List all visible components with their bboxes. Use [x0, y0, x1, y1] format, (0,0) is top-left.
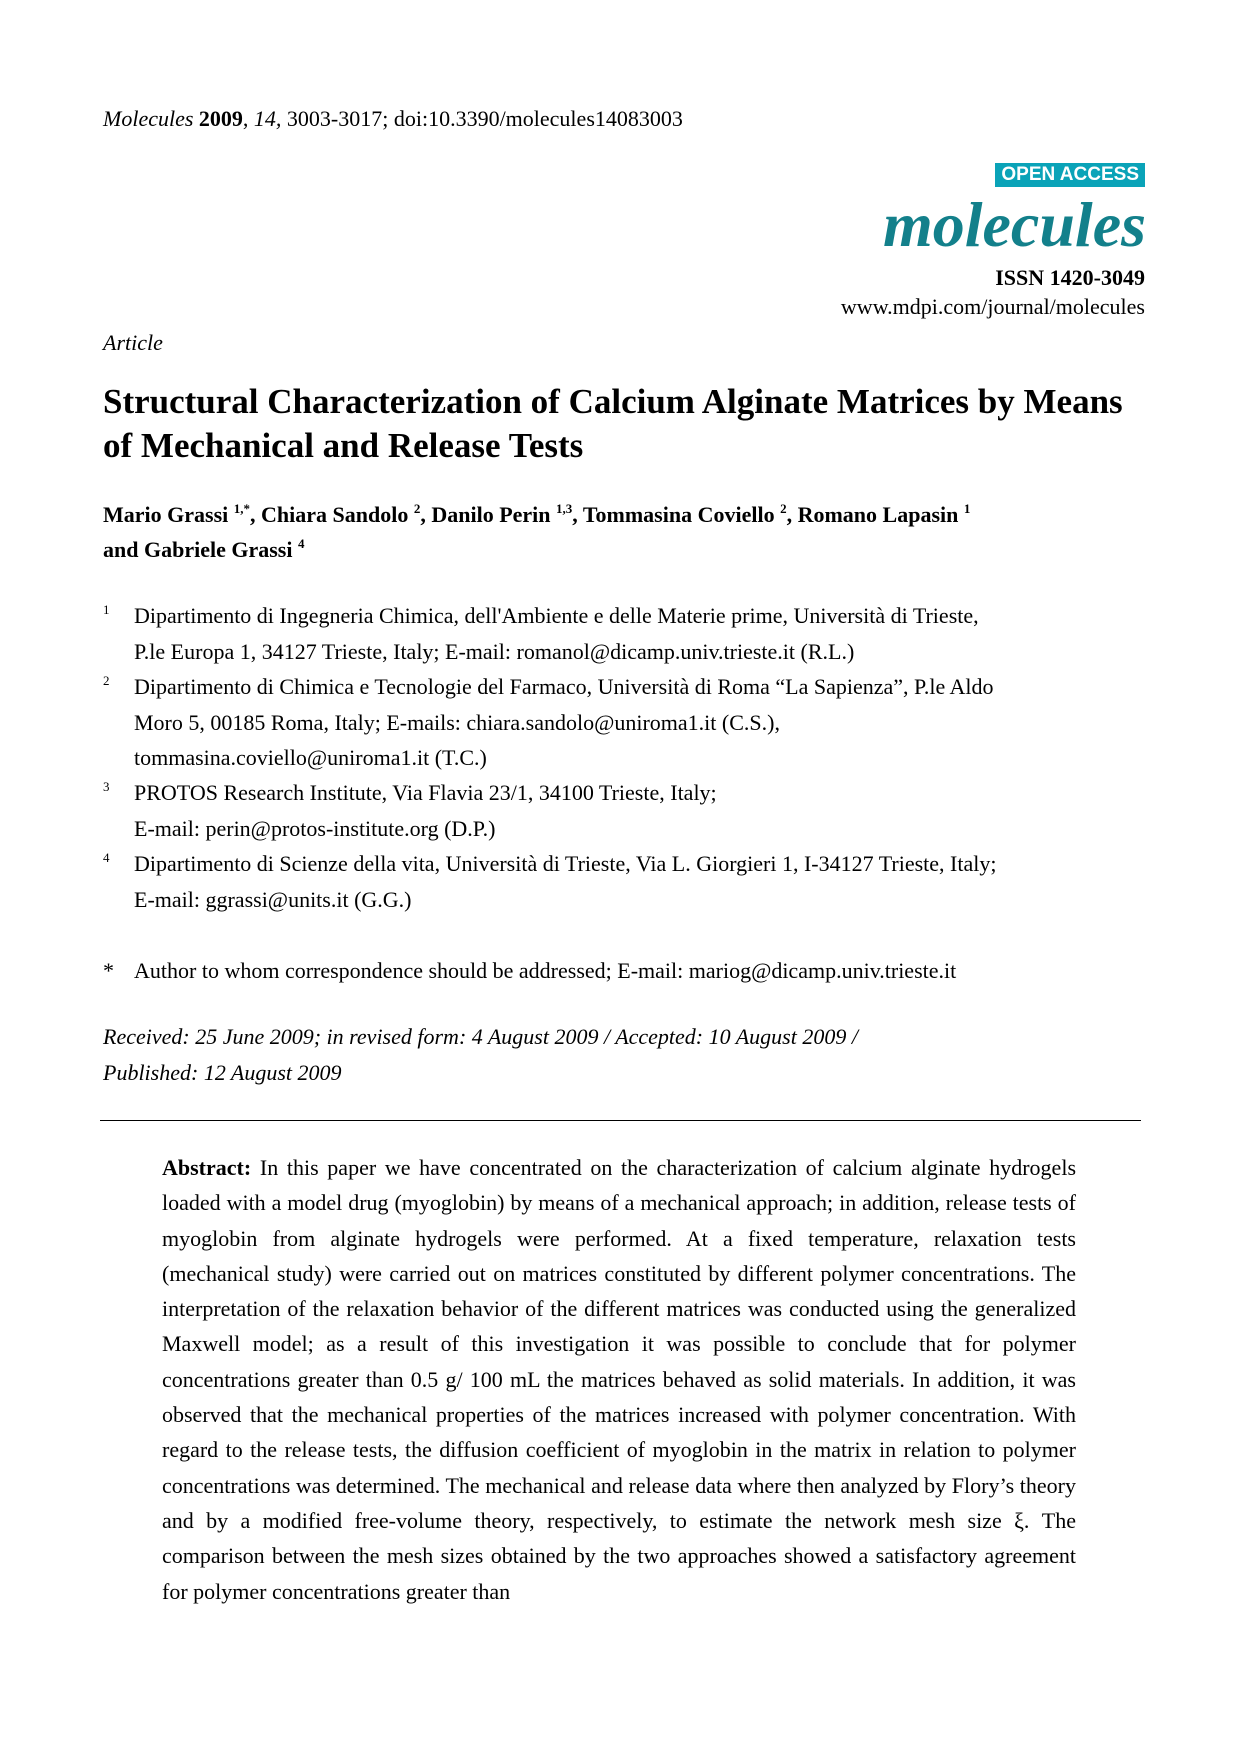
author-name: Romano Lapasin: [797, 502, 959, 527]
author-name: Danilo Perin: [431, 502, 551, 527]
author-list: Mario Grassi $^{1,*}$, Chiara Sandolo $^2$, Danilo Perin $^{1,3}$, Tommasina Coviello $^2$, Romano Lapasin $^1$ and Gabriele Grassi $^4$: [103, 501, 971, 562]
correspondence-text: Author to whom correspondence should be addressed; E-mail: mariog@dicamp.univ.trieste.it: [134, 958, 957, 983]
author-name: Chiara Sandolo: [261, 502, 409, 527]
issn: ISSN 1420-3049: [995, 265, 1145, 290]
dates-line: Published: 12 August 2009: [103, 1059, 342, 1085]
journal-logo: molecules: [882, 189, 1146, 260]
journal-url[interactable]: www.mdpi.com/journal/molecules: [840, 294, 1145, 319]
affiliation-line: Dipartimento di Chimica e Tecnologie del Farmaco, Università di Roma “La Sapienza”, P.le Aldo: [134, 674, 994, 699]
affiliation-4: [103, 846, 1143, 917]
abstract-text: In this paper we have concentrated on the characterization of calcium alginate hydrogels loaded with a model drug (myoglobin) by means of a mechanical approach; in addition, release tests of myoglobin from alginate hydrogels were performed. At a fixed temperature, relaxation tests (mechanical study) were carried out on matrices constituted by different polymer concentrations. The interpretation of the relaxation behavior of the different matrices was conducted using the generalized Maxwell model; as a result of this investigation it was possible to conclude that for polymer concentrations greater than 0.5 g/ 100 mL the matrices behaved as solid materials. In addition, it was observed that the mechanical properties of the matrices increased with polymer concentration. With regard to the release tests, the diffusion coefficient of myoglobin in the matrix in relation to polymer concentrations was determined. The mechanical and release data where then analyzed by Flory’s theory and by a modified free-volume theory, respectively, to estimate the network mesh size ξ. The comparison between the mesh sizes obtained by the two approaches showed a satisfactory agreement for polymer concentrations greater than: [162, 1155, 1077, 1604]
abstract: [162, 1150, 1076, 1609]
affiliation-line: E-mail: perin@protos-institute.org (D.P.): [134, 815, 496, 841]
citation-journal: Molecules: [103, 106, 194, 131]
author-name: Tommasina Coviello: [582, 502, 775, 527]
affiliation-number: 1: [103, 602, 110, 617]
open-access-badge: OPEN ACCESS: [995, 163, 1145, 187]
author-affiliation: 2: [780, 501, 787, 516]
affiliation-3: [103, 775, 1143, 846]
citation-year: 2009: [198, 106, 243, 131]
affiliation-1: [103, 598, 1143, 669]
publication-dates: [103, 1019, 1143, 1090]
citation-line: Molecules 2009, 14, 3003-3017; doi:10.3390/molecules14083003: [103, 106, 683, 131]
author-name: Mario Grassi: [103, 502, 229, 527]
citation-volume: 14,: [253, 106, 282, 131]
author-affiliation: 1,3: [556, 501, 573, 516]
citation-pages-doi: 3003-3017; doi:10.3390/molecules14083003: [286, 106, 683, 131]
affiliation-line: E-mail: ggrassi@units.it (G.G.): [134, 886, 412, 912]
correspondence-note: [103, 957, 1143, 985]
dates-line: Received: 25 June 2009; in revised form: 4 August 2009 / Accepted: 10 August 2009 /: [103, 1024, 858, 1049]
affiliation-line: Moro 5, 00185 Roma, Italy; E-mails: chiara.sandolo@uniroma1.it (C.S.),: [134, 709, 780, 735]
affiliation-number: 2: [103, 673, 110, 688]
paper-title: Structural Characterization of Calcium Alginate Matrices by Means of Mechanical and Release Tests: [103, 382, 1123, 465]
author-affiliation: 1: [963, 501, 971, 516]
article-type: Article: [103, 330, 163, 355]
affiliation-line: Dipartimento di Scienze della vita, Università di Trieste, Via L. Giorgieri 1, I-34127 Trieste, Italy;: [134, 851, 997, 876]
author-affiliation: 1,*: [233, 501, 251, 516]
affiliation-number: 3: [103, 779, 110, 794]
correspondence-star: *: [103, 958, 114, 983]
author-affiliation: 2: [413, 501, 421, 516]
section-divider: [100, 1120, 1141, 1121]
affiliation-line: Dipartimento di Ingegneria Chimica, dell'Ambiente e delle Materie prime, Università di Trieste,: [134, 603, 979, 628]
affiliation-line: P.le Europa 1, 34127 Trieste, Italy; E-mail: romanol@dicamp.univ.trieste.it (R.L.): [134, 638, 855, 664]
affiliation-line: PROTOS Research Institute, Via Flavia 23/1, 34100 Trieste, Italy;: [134, 780, 717, 805]
affiliation-line: tommasina.coviello@uniroma1.it (T.C.): [134, 745, 487, 770]
author-name: Gabriele Grassi: [143, 537, 293, 562]
affiliation-number: 4: [103, 850, 110, 865]
abstract-label: Abstract:: [162, 1155, 252, 1180]
author-affiliation: 4: [297, 536, 305, 551]
affiliation-2: [103, 669, 1143, 776]
